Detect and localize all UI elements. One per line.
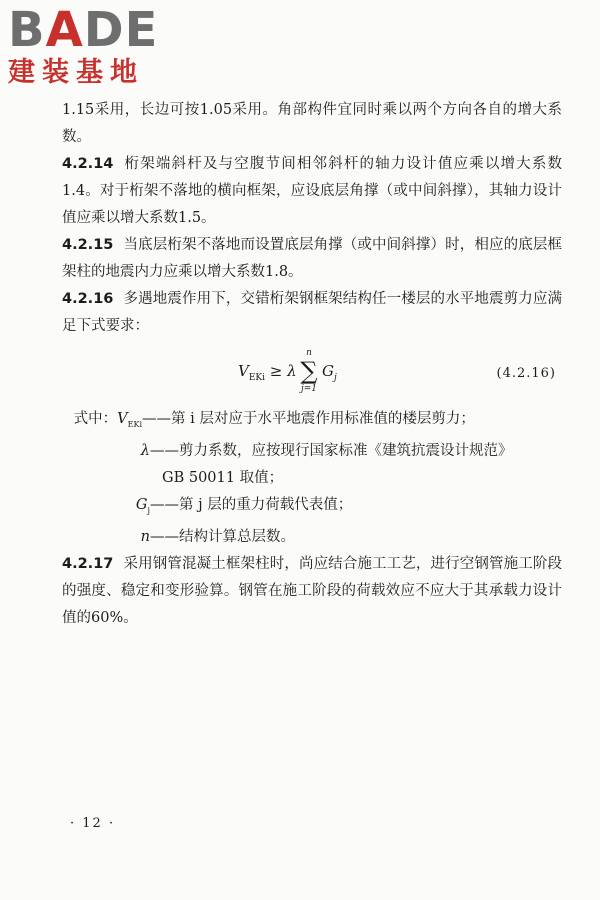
definition-row <box>62 406 562 438</box>
definition-row <box>62 524 562 551</box>
formula-number: (4.2.16) <box>496 366 556 381</box>
logo-chinese-text: 建装基地 <box>8 57 144 88</box>
clause-text: 当底层桁架不落地而设置底层角撑（或中间斜撑）时，相应的底层框架柱的地震内力应乘以增大系数1.8。 <box>62 237 562 280</box>
clause-4-2-17 <box>62 551 562 632</box>
formula-4-2-16 <box>62 344 562 404</box>
definition-term: λ <box>140 442 150 459</box>
formula-lhs: $V_{EKi} \ge \lambda$ <box>238 362 297 383</box>
clause-number: 4.2.17 <box>62 555 114 572</box>
logo-wordmark: BADE <box>8 2 159 58</box>
definition-term: n <box>140 528 150 545</box>
definition-text: ——剪力系数，应按现行国家标准《建筑抗震设计规范》 <box>150 442 513 459</box>
definition-row <box>62 438 562 465</box>
clause-4-2-15 <box>62 232 562 286</box>
clause-text: 桁架端斜杆及与空腹节间相邻斜杆的轴力设计值应乘以增大系数1.4。对于桁架不落地的横向框架，应设底层角撑（或中间斜撑），其轴力设计值应乘以增大系数1.5。 <box>62 156 562 226</box>
clause-4-2-14 <box>62 151 562 232</box>
symbol-definitions <box>62 406 562 551</box>
clause-text: 多遇地震作用下，交错桁架钢框架结构任一楼层的水平地震剪力应满足下式要求： <box>62 291 562 334</box>
document-body <box>62 97 562 632</box>
continuation-paragraph: 1.15采用，长边可按1.05采用。角部构件宜同时乘以两个方向各自的增大系数。 <box>62 102 562 145</box>
clause-number: 4.2.14 <box>62 156 114 172</box>
publisher-logo <box>8 4 178 90</box>
definition-text: ——结构计算总层数。 <box>150 528 295 545</box>
definition-text: ——第 j 层的重力荷载代表值； <box>150 496 353 513</box>
definition-term: 式中：$V_{EKi}$ <box>73 411 142 429</box>
clause-number: 4.2.15 <box>62 237 114 253</box>
clause-text: 采用钢管混凝土框架柱时，尚应结合施工工艺，进行空钢管施工阶段的强度、稳定和变形验算。钢管在施工阶段的荷载效应不应大于其承载力设计值的60%。 <box>62 555 562 626</box>
definition-continuation: GB 50011 取值； <box>162 469 284 486</box>
page-number: · 12 · <box>70 816 116 831</box>
definition-row <box>62 492 562 524</box>
definition-term: $G_j$ <box>135 496 150 515</box>
clause-4-2-16 <box>62 286 562 340</box>
summation-symbol: n ∑ j=1 <box>300 348 318 394</box>
formula-rhs: $G_j$ <box>322 362 337 383</box>
clause-number: 4.2.16 <box>62 291 114 307</box>
definition-text: ——第 i 层对应于水平地震作用标准值的楼层剪力； <box>142 411 475 427</box>
